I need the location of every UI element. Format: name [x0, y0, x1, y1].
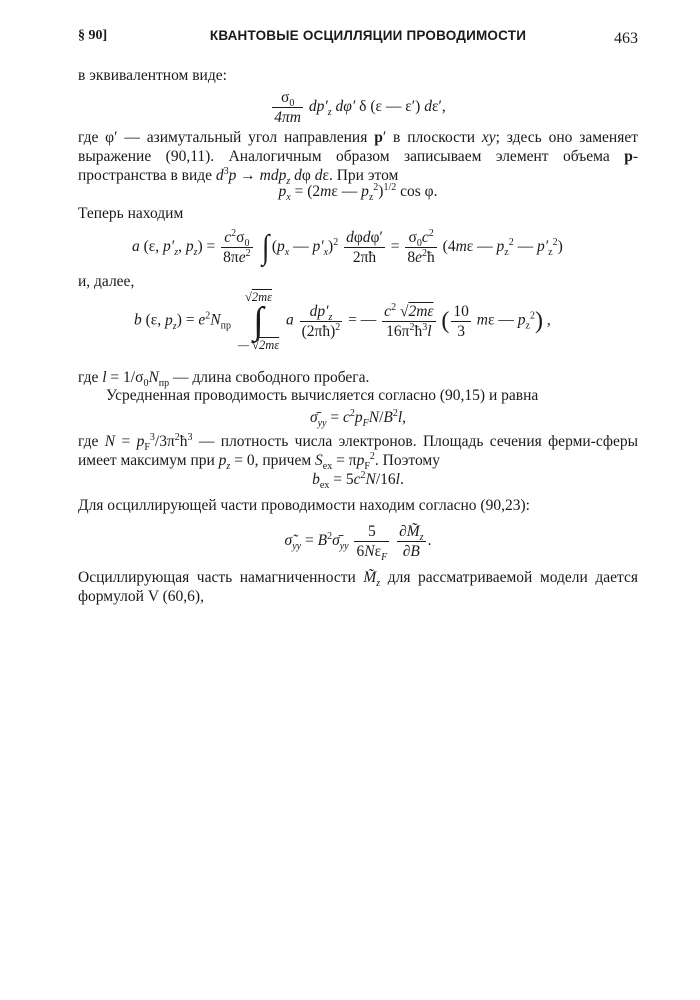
equation-4: b (ε, $p_z) = e^2N_{пр}$ √2mε ∫ — √2mε a $\frac{dp'_z}{(2\pi ħ)^2}$ = — $\frac{c^2 √2m\varepsilon}{16\pi^2ħ^3l}$ ( $\frac{10}{3}$ mε — $p_z^2$) ,	[134, 290, 551, 352]
page-number: 463	[614, 30, 638, 47]
paragraph-mean-free-path: где $l = 1/\sigma_0N_{пр}$ — длина свободного пробега.	[78, 369, 370, 390]
integral-with-limits: √2mε ∫ — √2mε	[237, 290, 280, 352]
running-header	[78, 28, 638, 52]
equation-3: a (ε, $p'_z$, $p_z$) = $\frac{c^2\sigma_0}{8\pi e^2}$ ∫ ($p_x$ — $p'_x)^2$ $\frac{\text{dφdφ′}}{2\pi ħ}$ = $\frac{\sigma_0c^2}{8e^2ħ}$ (4mε — $p_z^2$ — $p'_z^2$)	[132, 227, 563, 266]
equation-2: $p_x = (2m\varepsilon$ — $p_z^2)^{1/2}$ cos φ.	[278, 181, 438, 204]
paragraph-magnetization: Осциллирующая часть намагниченности $M̃_z$ для рассматриваемой модели дается формулой V (60,6),	[78, 569, 638, 605]
paragraph-intro: в эквивалентном виде:	[78, 67, 227, 84]
chapter-title: КВАНТОВЫЕ ОСЦИЛЛЯЦИИ ПРОВОДИМОСТИ	[209, 28, 527, 43]
section-reference: § 90]	[78, 28, 108, 43]
equation-7: $\sigmã_{yy}$ = $B^2\sigmā_{yy}$ $\frac{5}{6N\varepsilon_F}$ $\frac{\partial M̃_z}{\partial B}$ .	[284, 523, 432, 564]
paragraph-now-find: Теперь находим	[78, 205, 184, 222]
equation-5: $\sigmā_{yy} = c^2p_FN/B^2l$,	[309, 407, 407, 430]
paragraph-electron-density: где $N = p_F^3/3\pi^2ħ^3$ — плотность числа электронов. Площадь сечения ферми-сферы имеет максимум при $p_z = 0$, причем $S_{ex} = \pi p_F^2$. Поэтому	[78, 431, 639, 473]
equation-6: $b_{ex} = 5c^2N/16l$.	[312, 469, 404, 492]
paragraph-oscillating-part: Для осциллирующей части проводимости находим согласно (90,23):	[78, 497, 530, 514]
paragraph-azimuth: где φ′ — азимутальный угол направления p′ в плоскости xy; здесь оно заменяет выражение (90,11). Аналогичным образом записываем элемент объема p-пространства в виде $d^3p \to mdp_z$ dφ dε. При этом	[78, 129, 638, 188]
paragraph-further: и, далее,	[78, 273, 135, 290]
equation-1: $\frac{\sigma_0}{4\pi m}$ $dp'_z$ dφ′ δ (ε — ε′) dε′,	[274, 89, 446, 126]
paragraph-average-conductivity: Усредненная проводимость вычисляется согласно (90,15) и равна	[106, 387, 539, 404]
